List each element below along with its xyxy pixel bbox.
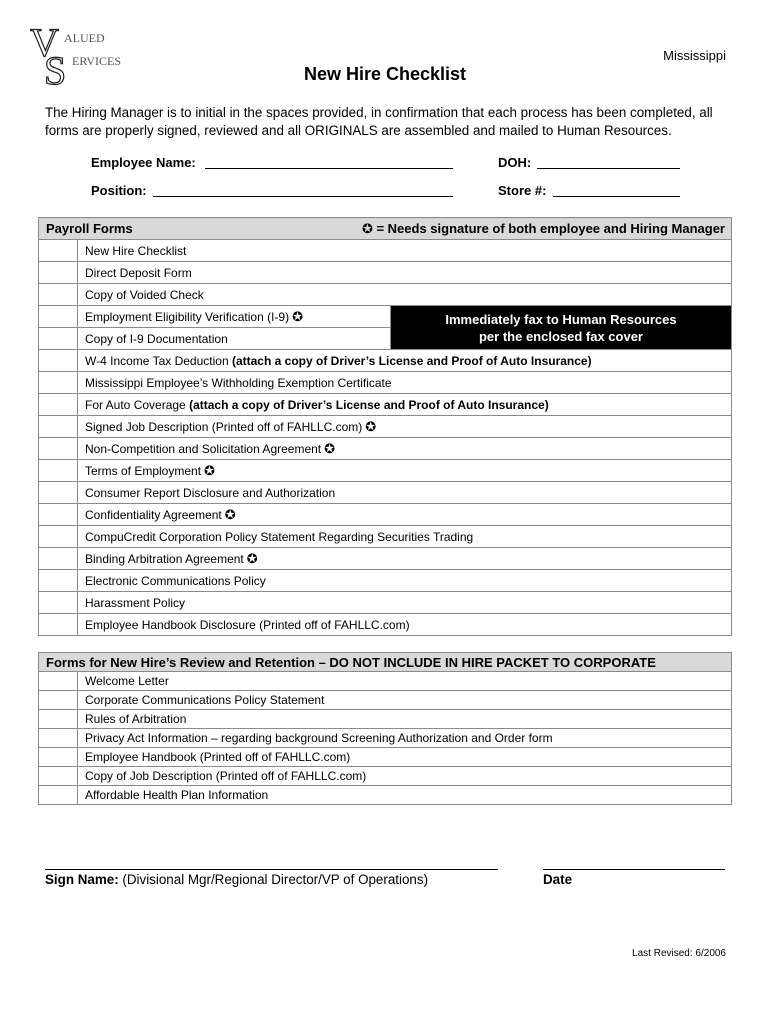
payroll-item-label: Terms of Employment xyxy=(85,463,202,478)
initial-box[interactable] xyxy=(39,460,78,482)
payroll-header xyxy=(39,218,732,240)
date-line[interactable] xyxy=(543,869,725,870)
payroll-item xyxy=(78,482,732,504)
payroll-item-label: Signed Job Description (Printed off of FAHLLC.com) xyxy=(85,419,363,434)
fax-notice-line1: Immediately fax to Human Resources xyxy=(445,311,677,327)
payroll-row xyxy=(39,306,732,328)
payroll-item xyxy=(78,460,732,482)
payroll-title: Payroll Forms xyxy=(46,220,133,236)
initial-box[interactable] xyxy=(39,614,78,636)
payroll-row xyxy=(39,350,732,372)
payroll-item xyxy=(78,592,732,614)
initial-box[interactable] xyxy=(39,786,78,805)
payroll-item xyxy=(78,350,732,372)
review-item: Employee Handbook (Printed off of FAHLLC.com) xyxy=(78,748,732,767)
signature-required-icon: ✪ xyxy=(324,440,336,456)
payroll-item-note: (attach a copy of Driver’s License and Proof of Auto Insurance) xyxy=(231,353,592,368)
page-title: New Hire Checklist xyxy=(303,64,467,84)
payroll-row xyxy=(39,438,732,460)
signature-required-icon: ✪ xyxy=(204,462,215,478)
review-header: Forms for New Hire’s Review and Retention – DO NOT INCLUDE IN HIRE PACKET TO CORPORATE xyxy=(39,653,732,672)
review-row xyxy=(39,786,732,805)
initial-box[interactable] xyxy=(39,710,78,729)
doh-field[interactable] xyxy=(537,168,680,169)
initial-box[interactable] xyxy=(39,526,78,548)
initial-box[interactable] xyxy=(39,672,78,691)
sign-name-line[interactable] xyxy=(45,869,498,870)
payroll-item xyxy=(78,438,732,460)
initial-box[interactable] xyxy=(39,691,78,710)
initial-box[interactable] xyxy=(39,394,78,416)
review-row xyxy=(39,691,732,710)
signature-required-icon: ✪ xyxy=(246,550,258,566)
svg-text:ALUED: ALUED xyxy=(64,31,105,45)
review-row xyxy=(39,748,732,767)
payroll-item-note: (attach a copy of Driver’s License and Proof of Auto Insurance) xyxy=(189,397,549,412)
review-item: Affordable Health Plan Information xyxy=(78,786,732,805)
payroll-row xyxy=(39,614,732,636)
payroll-item-label: Binding Arbitration Agreement xyxy=(85,551,244,566)
last-revised: Last Revised: 6/2006 xyxy=(632,948,726,959)
initial-box[interactable] xyxy=(39,284,78,306)
review-item: Copy of Job Description (Printed off of FAHLLC.com) xyxy=(78,767,732,786)
initial-box[interactable] xyxy=(39,262,78,284)
date-label: Date xyxy=(543,872,573,887)
employee-name-field[interactable] xyxy=(205,168,453,169)
payroll-item xyxy=(78,526,732,548)
store-field[interactable] xyxy=(553,196,680,197)
payroll-row xyxy=(39,394,732,416)
review-row xyxy=(39,767,732,786)
payroll-row xyxy=(39,526,732,548)
payroll-item-label: For Auto Coverage xyxy=(85,397,186,412)
initial-box[interactable] xyxy=(39,767,78,786)
signature-required-icon: ✪ xyxy=(365,418,377,434)
initial-box[interactable] xyxy=(39,438,78,460)
payroll-item-label: W-4 Income Tax Deduction xyxy=(85,353,229,368)
initial-box[interactable] xyxy=(39,350,78,372)
payroll-row xyxy=(39,460,732,482)
svg-text:ERVICES: ERVICES xyxy=(72,54,122,68)
payroll-row xyxy=(39,416,732,438)
payroll-item-label: Consumer Report Disclosure and Authorization xyxy=(85,485,336,500)
sign-name-label: Sign Name: xyxy=(45,872,119,887)
payroll-row xyxy=(39,570,732,592)
payroll-item-label: Mississippi Employee’s Withholding Exemption Certificate xyxy=(85,375,392,390)
payroll-item-label: Employee Handbook Disclosure (Printed off of FAHLLC.com) xyxy=(85,617,410,632)
signature-required-icon: ✪ xyxy=(224,506,236,522)
payroll-row xyxy=(39,482,732,504)
payroll-row xyxy=(39,284,732,306)
payroll-item-label: Copy of Voided Check xyxy=(85,287,204,302)
fax-notice xyxy=(391,306,732,350)
signature-legend: ✪ = Needs signature of both employee and Hiring Manager xyxy=(361,220,725,236)
initial-box[interactable] xyxy=(39,240,78,262)
initial-box[interactable] xyxy=(39,416,78,438)
payroll-item xyxy=(78,504,732,526)
doh-label: DOH: xyxy=(498,155,532,170)
position-field[interactable] xyxy=(153,196,453,197)
payroll-item-label: Employment Eligibility Verification (I-9) xyxy=(85,309,290,324)
state-label: Mississippi xyxy=(663,48,726,63)
sign-name-roles: (Divisional Mgr/Regional Director/VP of Operations) xyxy=(122,872,429,887)
initial-box[interactable] xyxy=(39,504,78,526)
initial-box[interactable] xyxy=(39,548,78,570)
payroll-item-label: Direct Deposit Form xyxy=(85,265,192,280)
payroll-row xyxy=(39,592,732,614)
position-label: Position: xyxy=(91,183,147,198)
payroll-item xyxy=(78,416,732,438)
intro-paragraph: The Hiring Manager is to initial in the spaces provided, in confirmation that each process has been completed, all forms are properly signed, reviewed and all ORIGINALS are assembled and mailed to Human Resources. xyxy=(45,105,713,138)
payroll-forms-table xyxy=(38,217,732,636)
review-row xyxy=(39,672,732,691)
review-item: Corporate Communications Policy Statement xyxy=(78,691,732,710)
review-forms-table xyxy=(38,652,732,805)
initial-box[interactable] xyxy=(39,372,78,394)
payroll-row xyxy=(39,372,732,394)
payroll-item-label: Copy of I-9 Documentation xyxy=(85,331,228,346)
payroll-item-label: Non-Competition and Solicitation Agreement xyxy=(85,441,322,456)
initial-box[interactable] xyxy=(39,328,78,350)
store-label: Store #: xyxy=(498,183,547,198)
payroll-item-label: Confidentiality Agreement xyxy=(85,507,222,522)
initial-box[interactable] xyxy=(39,306,78,328)
payroll-row xyxy=(39,262,732,284)
payroll-item xyxy=(78,262,732,284)
initial-box[interactable] xyxy=(39,729,78,748)
payroll-item-label: Harassment Policy xyxy=(85,595,186,610)
employee-name-label: Employee Name: xyxy=(91,155,196,170)
payroll-item-label: New Hire Checklist xyxy=(85,243,187,258)
payroll-item xyxy=(78,394,732,416)
svg-text:S: S xyxy=(44,48,67,88)
payroll-item xyxy=(78,570,732,592)
payroll-item xyxy=(78,372,732,394)
payroll-item xyxy=(78,328,391,350)
review-row xyxy=(39,710,732,729)
initial-box[interactable] xyxy=(39,592,78,614)
sign-name-caption xyxy=(45,872,428,887)
review-item: Rules of Arbitration xyxy=(78,710,732,729)
payroll-item xyxy=(78,614,732,636)
initial-box[interactable] xyxy=(39,570,78,592)
payroll-item-label: CompuCredit Corporation Policy Statement Regarding Securities Trading xyxy=(85,529,474,544)
review-item: Welcome Letter xyxy=(78,672,732,691)
signature-required-icon: ✪ xyxy=(292,308,303,324)
payroll-item xyxy=(78,284,732,306)
svg-text:V: V xyxy=(30,20,59,65)
payroll-row xyxy=(39,504,732,526)
payroll-item-label: Electronic Communications Policy xyxy=(85,573,266,588)
review-row xyxy=(39,729,732,748)
fax-notice-line2: per the enclosed fax cover xyxy=(478,328,643,344)
initial-box[interactable] xyxy=(39,482,78,504)
payroll-row xyxy=(39,240,732,262)
review-item: Privacy Act Information – regarding background Screening Authorization and Order form xyxy=(78,729,732,748)
initial-box[interactable] xyxy=(39,748,78,767)
payroll-item xyxy=(78,240,732,262)
payroll-item xyxy=(78,306,391,328)
payroll-row xyxy=(39,548,732,570)
payroll-item xyxy=(78,548,732,570)
